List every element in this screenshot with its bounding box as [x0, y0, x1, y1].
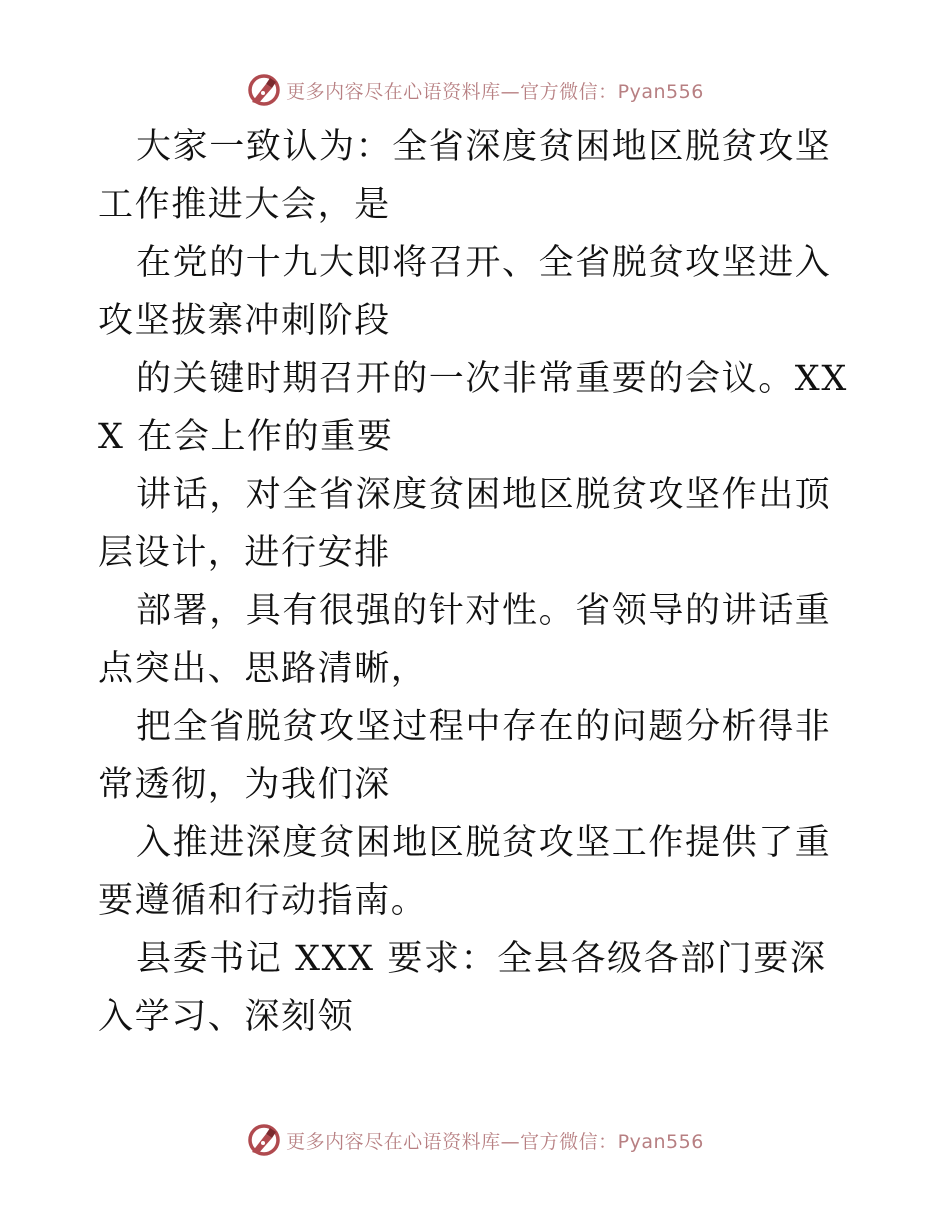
paragraph-2: 在党的十九大即将召开、全省脱贫攻坚进入攻坚拔寨冲刺阶段 — [98, 243, 832, 341]
header-watermark-banner — [0, 68, 950, 112]
paragraph-3: 的关键时期召开的一次非常重要的会议。XXX 在会上作的重要 — [98, 359, 848, 457]
pen-nib-logo-icon — [246, 1122, 282, 1158]
footer-watermark — [246, 1122, 704, 1158]
paragraph-6: 把全省脱贫攻坚过程中存在的问题分析得非常透彻，为我们深 — [98, 707, 832, 805]
paragraph-4: 讲话，对全省深度贫困地区脱贫攻坚作出顶层设计，进行安排 — [98, 475, 832, 573]
paragraph-7: 入推进深度贫困地区脱贫攻坚工作提供了重要遵循和行动指南。 — [98, 823, 832, 921]
document-body — [98, 118, 858, 1046]
watermark-text: 更多内容尽在心语资料库—官方微信：Pyan556 — [286, 80, 704, 103]
paragraph-8: 县委书记 XXX 要求：全县各级各部门要深入学习、深刻领 — [98, 939, 827, 1037]
paragraph-5: 部署，具有很强的针对性。省领导的讲话重点突出、思路清晰， — [98, 591, 832, 689]
header-watermark — [246, 72, 704, 108]
footer-watermark-banner — [0, 1118, 950, 1162]
paragraph-1: 大家一致认为：全省深度贫困地区脱贫攻坚工作推进大会，是 — [98, 127, 832, 225]
watermark-text: 更多内容尽在心语资料库—官方微信：Pyan556 — [286, 1130, 704, 1153]
pen-nib-logo-icon — [246, 72, 282, 108]
